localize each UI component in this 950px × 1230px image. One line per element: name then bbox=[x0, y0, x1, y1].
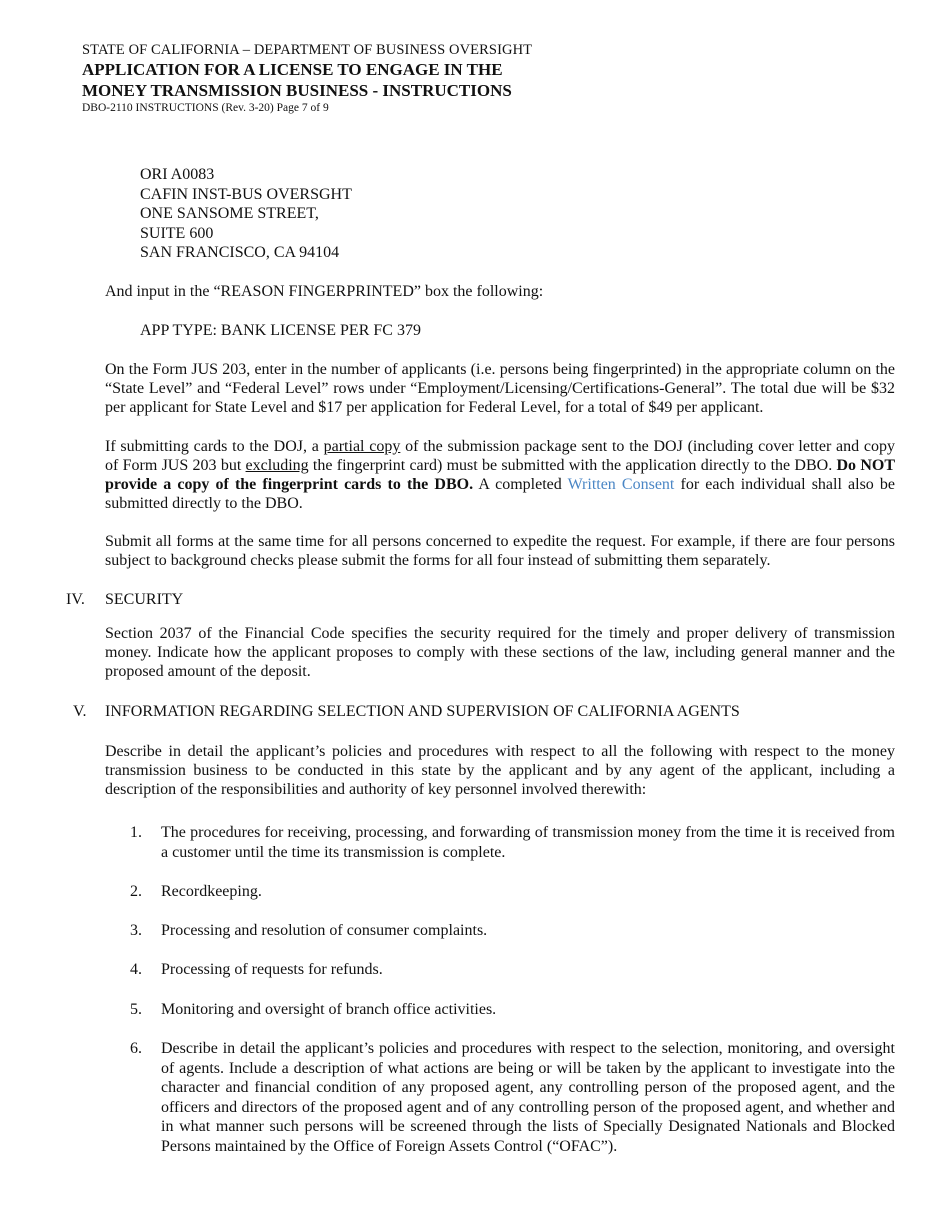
excluding-underlined: excluding bbox=[245, 457, 309, 474]
section-iv-title: SECURITY bbox=[105, 591, 184, 608]
doj-text-3: the fingerprint card) must be submitted with the application directly to the DBO. bbox=[308, 457, 837, 474]
address-line-1: ORI A0083 bbox=[140, 166, 215, 183]
partial-copy-underlined: partial copy bbox=[323, 438, 401, 455]
doj-text-2: of the submission package sent to the DOJ (including cover letter and copy of Form JUS 203 but bbox=[105, 438, 896, 474]
doj-submission-paragraph bbox=[105, 437, 895, 513]
section-v-title: INFORMATION REGARDING SELECTION AND SUPERVISION OF CALIFORNIA AGENTS bbox=[105, 703, 740, 720]
address-line-4: SUITE 600 bbox=[140, 224, 214, 242]
doj-text-5: for each individual shall also be submitted directly to the DBO. bbox=[105, 476, 896, 512]
doj-text-4: A completed bbox=[473, 476, 568, 493]
document-title-line-2: MONEY TRANSMISSION BUSINESS - INSTRUCTIONS bbox=[82, 81, 512, 100]
doj-text-1: If submitting cards to the DOJ, a bbox=[105, 438, 324, 455]
list-item-text: Monitoring and oversight of branch office activities. bbox=[161, 1001, 497, 1018]
list-item-number: 6. bbox=[130, 1040, 142, 1057]
page-header bbox=[82, 42, 682, 116]
submit-forms-paragraph: Submit all forms at the same time for all persons concerned to expedite the request. For example, if there are four persons subject to background checks please submit the forms for all four instead of submitting them separately. bbox=[105, 533, 895, 569]
reason-fingerprinted-intro: And input in the “REASON FINGERPRINTED” box the following: bbox=[105, 283, 544, 300]
fingerprint-warning-bold: Do NOT provide a copy of the fingerprint cards to the DBO. bbox=[105, 457, 896, 493]
section-v-body: Describe in detail the applicant’s policies and procedures with respect to all the following with respect to the money transmission business to be conducted in this state by the applicant and by any agent of the applicant, including a description of the responsibilities and authority of key personnel involved therewith: bbox=[105, 743, 895, 798]
agency-name: STATE OF CALIFORNIA – DEPARTMENT OF BUSINESS OVERSIGHT bbox=[82, 42, 533, 58]
address-line-3: ONE SANSOME STREET, bbox=[140, 205, 319, 223]
list-item-number: 5. bbox=[130, 1001, 142, 1018]
list-item-text: Describe in detail the applicant’s policies and procedures with respect to the selection, monitoring, and oversight of agents. Include a description of what actions are being or will be taken by the applicant to investigate into the character and financial condition of any proposed agent, any controlling person of the proposed agent, and the officers and directors of the proposed agent and of any controlling person of the proposed agent, and whether and in what manner such persons will be screened through the lists of Specially Designated Nationals and Blocked Persons maintained by the Office of Foreign Assets Control (“OFAC”). bbox=[161, 1040, 895, 1155]
written-consent-link[interactable]: Written Consent bbox=[567, 476, 675, 493]
section-v-number: V. bbox=[73, 703, 87, 720]
list-item-text: Processing of requests for refunds. bbox=[161, 961, 383, 978]
form-id-and-page: DBO-2110 INSTRUCTIONS (Rev. 3-20) Page 7 of 9 bbox=[82, 102, 329, 114]
list-item-number: 4. bbox=[130, 961, 142, 978]
jus-203-paragraph: On the Form JUS 203, enter in the number of applicants (i.e. persons being fingerprinted) in the appropriate column on the “State Level” and “Federal Level” rows under “Employment/Licensing/Certifications-General”. The total due will be $32 per applicant for State Level and $17 per application for Federal Level, for a total of $49 per applicant. bbox=[105, 361, 895, 416]
list-item-number: 2. bbox=[130, 883, 142, 900]
mailing-address bbox=[140, 165, 352, 263]
app-type-line: APP TYPE: BANK LICENSE PER FC 379 bbox=[140, 322, 421, 339]
list-item-text: The procedures for receiving, processing, and forwarding of transmission money from the time it is received from a customer until the time its transmission is complete. bbox=[161, 824, 895, 861]
list-item-number: 1. bbox=[130, 824, 142, 841]
list-item-number: 3. bbox=[130, 922, 142, 939]
section-iv-number: IV. bbox=[66, 591, 85, 608]
section-iv-body: Section 2037 of the Financial Code specifies the security required for the timely and proper delivery of transmission money. Indicate how the applicant proposes to comply with these sections of the law, including general manner and the proposed amount of the deposit. bbox=[105, 625, 895, 680]
document-title-line-1: APPLICATION FOR A LICENSE TO ENGAGE IN THE bbox=[82, 60, 503, 79]
address-line-2: CAFIN INST-BUS OVERSGHT bbox=[140, 185, 352, 203]
list-item-text: Processing and resolution of consumer complaints. bbox=[161, 922, 488, 939]
address-line-5: SAN FRANCISCO, CA 94104 bbox=[140, 244, 340, 262]
list-item-text: Recordkeeping. bbox=[161, 883, 262, 900]
